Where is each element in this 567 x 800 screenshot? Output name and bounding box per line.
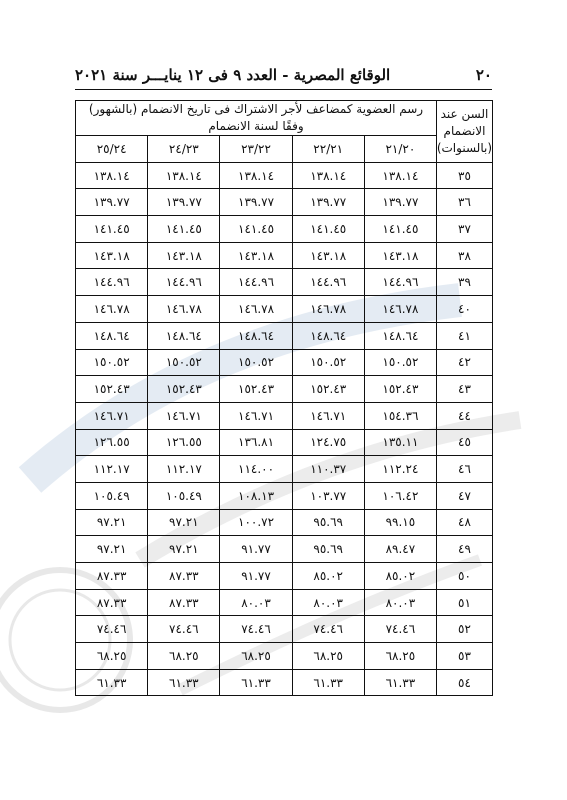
fee-cell: ١٤٦.٧١	[148, 402, 220, 429]
fee-cell: ١٠٣.٧٧	[292, 482, 364, 509]
fee-cell: ٩٥.٦٩	[292, 509, 364, 536]
fee-cell: ١٣٦.٨١	[220, 429, 292, 456]
fee-cell: ١٤١.٤٥	[76, 216, 148, 243]
fee-cell: ٧٤.٤٦	[220, 616, 292, 643]
age-cell: ٣٦	[437, 189, 493, 216]
age-cell: ٤٦	[437, 456, 493, 483]
fee-cell: ١٤٨.٦٤	[292, 322, 364, 349]
fee-column-header	[76, 101, 437, 136]
fee-cell: ١١٢.١٧	[76, 456, 148, 483]
fee-cell: ١٠٥.٤٩	[148, 482, 220, 509]
fee-cell: ١٤٤.٩٦	[76, 269, 148, 296]
fee-cell: ٩٧.٢١	[76, 536, 148, 563]
fee-cell: ١٥٠.٥٢	[364, 349, 436, 376]
age-column-header	[437, 101, 493, 163]
fee-cell: ٨٠.٠٣	[364, 589, 436, 616]
fee-cell: ٦١.٣٣	[76, 669, 148, 696]
year-header: ٢٢/٢١	[292, 136, 364, 163]
header-rule	[75, 89, 492, 90]
fee-cell: ١٤٦.٧٨	[292, 296, 364, 323]
fee-cell: ١٤٦.٧٨	[220, 296, 292, 323]
age-cell: ٤١	[437, 322, 493, 349]
fee-cell: ١٤٤.٩٦	[364, 269, 436, 296]
fee-cell: ١٢٦.٥٥	[76, 429, 148, 456]
page-number: ٢٠	[475, 66, 492, 84]
fee-cell: ٨٧.٣٣	[76, 563, 148, 590]
fee-cell: ٩٧.٢١	[76, 509, 148, 536]
year-header: ٢١/٢٠	[364, 136, 436, 163]
age-header-line: (بالسنوات)	[436, 140, 492, 155]
fee-cell: ١٤٣.١٨	[364, 242, 436, 269]
age-cell: ٣٨	[437, 242, 493, 269]
fee-cell: ١٤٨.٦٤	[364, 322, 436, 349]
table-row	[76, 269, 493, 296]
fee-cell: ١٤٦.٧١	[220, 402, 292, 429]
fee-cell: ١٠٥.٤٩	[76, 482, 148, 509]
table-row	[76, 189, 493, 216]
fee-cell: ٨٠.٠٣	[220, 589, 292, 616]
fee-cell: ٨٥.٠٢	[364, 563, 436, 590]
fee-cell: ١١٠.٣٧	[292, 456, 364, 483]
table-row	[76, 669, 493, 696]
fee-cell: ٧٤.٤٦	[364, 616, 436, 643]
fee-cell: ١٣٥.١١	[364, 429, 436, 456]
fee-cell: ٩١.٧٧	[220, 536, 292, 563]
year-header: ٢٣/٢٢	[220, 136, 292, 163]
table-row	[76, 349, 493, 376]
table-row	[76, 296, 493, 323]
fee-cell: ١٤٤.٩٦	[292, 269, 364, 296]
fee-cell: ٩٩.١٥	[364, 509, 436, 536]
age-cell: ٣٥	[437, 162, 493, 189]
fee-cell: ٧٤.٤٦	[148, 616, 220, 643]
fee-cell: ٩٥.٦٩	[292, 536, 364, 563]
table-row	[76, 482, 493, 509]
fee-cell: ١٤٦.٧٨	[76, 296, 148, 323]
table-row	[76, 589, 493, 616]
fee-cell: ٦١.٣٣	[364, 669, 436, 696]
age-cell: ٤٨	[437, 509, 493, 536]
fee-cell: ١٤٣.١٨	[148, 242, 220, 269]
fee-header-line: رسم العضوية كمضاعف لأجر الاشتراك فى تاريخ الانضمام (بالشهور)	[88, 102, 424, 116]
age-cell: ٥٢	[437, 616, 493, 643]
fee-cell: ١٤٨.٦٤	[220, 322, 292, 349]
fee-cell: ١١٢.١٧	[148, 456, 220, 483]
fee-cell: ٩٧.٢١	[148, 509, 220, 536]
table-row	[76, 376, 493, 403]
fee-cell: ١٤٤.٩٦	[148, 269, 220, 296]
table-row	[76, 509, 493, 536]
fee-cell: ١٥٢.٤٣	[220, 376, 292, 403]
fee-cell: ١١٤.٠٠	[220, 456, 292, 483]
fee-cell: ٩٧.٢١	[148, 536, 220, 563]
fee-cell: ١٣٩.٧٧	[292, 189, 364, 216]
table-row	[76, 616, 493, 643]
fee-cell: ٦٨.٢٥	[148, 643, 220, 670]
fee-cell: ١٤٦.٧١	[292, 402, 364, 429]
table-row	[76, 162, 493, 189]
fee-cell: ١٤٦.٧١	[76, 402, 148, 429]
fee-cell: ١٣٨.١٤	[364, 162, 436, 189]
table-row	[76, 563, 493, 590]
fee-cell: ١٢٦.٥٥	[148, 429, 220, 456]
age-cell: ٤٢	[437, 349, 493, 376]
age-cell: ٤٩	[437, 536, 493, 563]
fee-cell: ١٣٨.١٤	[76, 162, 148, 189]
table-row	[76, 242, 493, 269]
year-header-row	[76, 136, 493, 163]
fee-cell: ١٤٨.٦٤	[76, 322, 148, 349]
year-header: ٢٥/٢٤	[76, 136, 148, 163]
fee-cell: ٨٥.٠٢	[292, 563, 364, 590]
table-row	[76, 216, 493, 243]
fee-cell: ١٥٠.٥٢	[292, 349, 364, 376]
age-cell: ٤٠	[437, 296, 493, 323]
fee-cell: ١٥٠.٥٢	[76, 349, 148, 376]
fee-cell: ١٣٨.١٤	[292, 162, 364, 189]
fee-cell: ١٣٩.٧٧	[364, 189, 436, 216]
fee-cell: ٨٧.٣٣	[148, 589, 220, 616]
fee-cell: ٦١.٣٣	[148, 669, 220, 696]
fee-cell: ١٤١.٤٥	[364, 216, 436, 243]
fee-cell: ١٣٩.٧٧	[220, 189, 292, 216]
fee-cell: ١٤٣.١٨	[292, 242, 364, 269]
fee-table	[75, 100, 493, 696]
fee-cell: ٦٨.٢٥	[364, 643, 436, 670]
year-header: ٢٤/٢٣	[148, 136, 220, 163]
table-row	[76, 429, 493, 456]
fee-cell: ١٤٣.١٨	[220, 242, 292, 269]
fee-cell: ١٤١.٤٥	[220, 216, 292, 243]
age-cell: ٥٤	[437, 669, 493, 696]
age-cell: ٤٧	[437, 482, 493, 509]
age-cell: ٥١	[437, 589, 493, 616]
fee-cell: ١٣٨.١٤	[148, 162, 220, 189]
age-header-line: الانضمام	[443, 123, 486, 138]
fee-cell: ١٥٤.٣٦	[364, 402, 436, 429]
fee-cell: ١٥٠.٥٢	[148, 349, 220, 376]
age-cell: ٤٥	[437, 429, 493, 456]
fee-cell: ٨٧.٣٣	[76, 589, 148, 616]
table-row	[76, 322, 493, 349]
gazette-title: الوقائع المصرية - العدد ٩ فى ١٢ ينايـــر سنة ٢٠٢١	[75, 66, 391, 84]
fee-cell: ١٥٠.٥٢	[220, 349, 292, 376]
table-row	[76, 643, 493, 670]
fee-cell: ٧٤.٤٦	[292, 616, 364, 643]
age-header-line: السن عند	[440, 106, 489, 121]
fee-header-line: وفقًا لسنة الانضمام	[208, 119, 304, 133]
age-cell: ٥٠	[437, 563, 493, 590]
fee-cell: ١١٢.٢٤	[364, 456, 436, 483]
fee-cell: ٦٨.٢٥	[292, 643, 364, 670]
fee-cell: ١٠٨.١٣	[220, 482, 292, 509]
table-header-row	[76, 101, 493, 136]
table-row	[76, 536, 493, 563]
fee-cell: ١٥٢.٤٣	[148, 376, 220, 403]
fee-cell: ٩١.٧٧	[220, 563, 292, 590]
age-cell: ٤٤	[437, 402, 493, 429]
fee-cell: ١٣٨.١٤	[220, 162, 292, 189]
fee-cell: ٦٨.٢٥	[76, 643, 148, 670]
age-cell: ٥٣	[437, 643, 493, 670]
fee-cell: ١٢٤.٧٥	[292, 429, 364, 456]
page-header	[75, 64, 492, 86]
fee-cell: ١٣٩.٧٧	[76, 189, 148, 216]
fee-cell: ٦١.٣٣	[292, 669, 364, 696]
fee-cell: ١٥٢.٤٣	[364, 376, 436, 403]
table-row	[76, 402, 493, 429]
fee-cell: ١٤١.٤٥	[148, 216, 220, 243]
age-cell: ٤٣	[437, 376, 493, 403]
fee-cell: ١٤٤.٩٦	[220, 269, 292, 296]
table-row	[76, 456, 493, 483]
fee-cell: ١٠٠.٧٢	[220, 509, 292, 536]
fee-cell: ٨٩.٤٧	[364, 536, 436, 563]
fee-cell: ١٤٨.٦٤	[148, 322, 220, 349]
fee-cell: ١٤٦.٧٨	[364, 296, 436, 323]
fee-cell: ١٣٩.٧٧	[148, 189, 220, 216]
fee-cell: ٨٧.٣٣	[148, 563, 220, 590]
fee-cell: ٧٤.٤٦	[76, 616, 148, 643]
age-cell: ٣٩	[437, 269, 493, 296]
fee-cell: ١٤٣.١٨	[76, 242, 148, 269]
fee-cell: ٦١.٣٣	[220, 669, 292, 696]
fee-cell: ١٤٦.٧٨	[148, 296, 220, 323]
fee-cell: ٦٨.٢٥	[220, 643, 292, 670]
fee-cell: ١٠٦.٤٢	[364, 482, 436, 509]
fee-cell: ١٥٢.٤٣	[292, 376, 364, 403]
fee-cell: ٨٠.٠٣	[292, 589, 364, 616]
age-cell: ٣٧	[437, 216, 493, 243]
fee-cell: ١٤١.٤٥	[292, 216, 364, 243]
fee-cell: ١٥٢.٤٣	[76, 376, 148, 403]
